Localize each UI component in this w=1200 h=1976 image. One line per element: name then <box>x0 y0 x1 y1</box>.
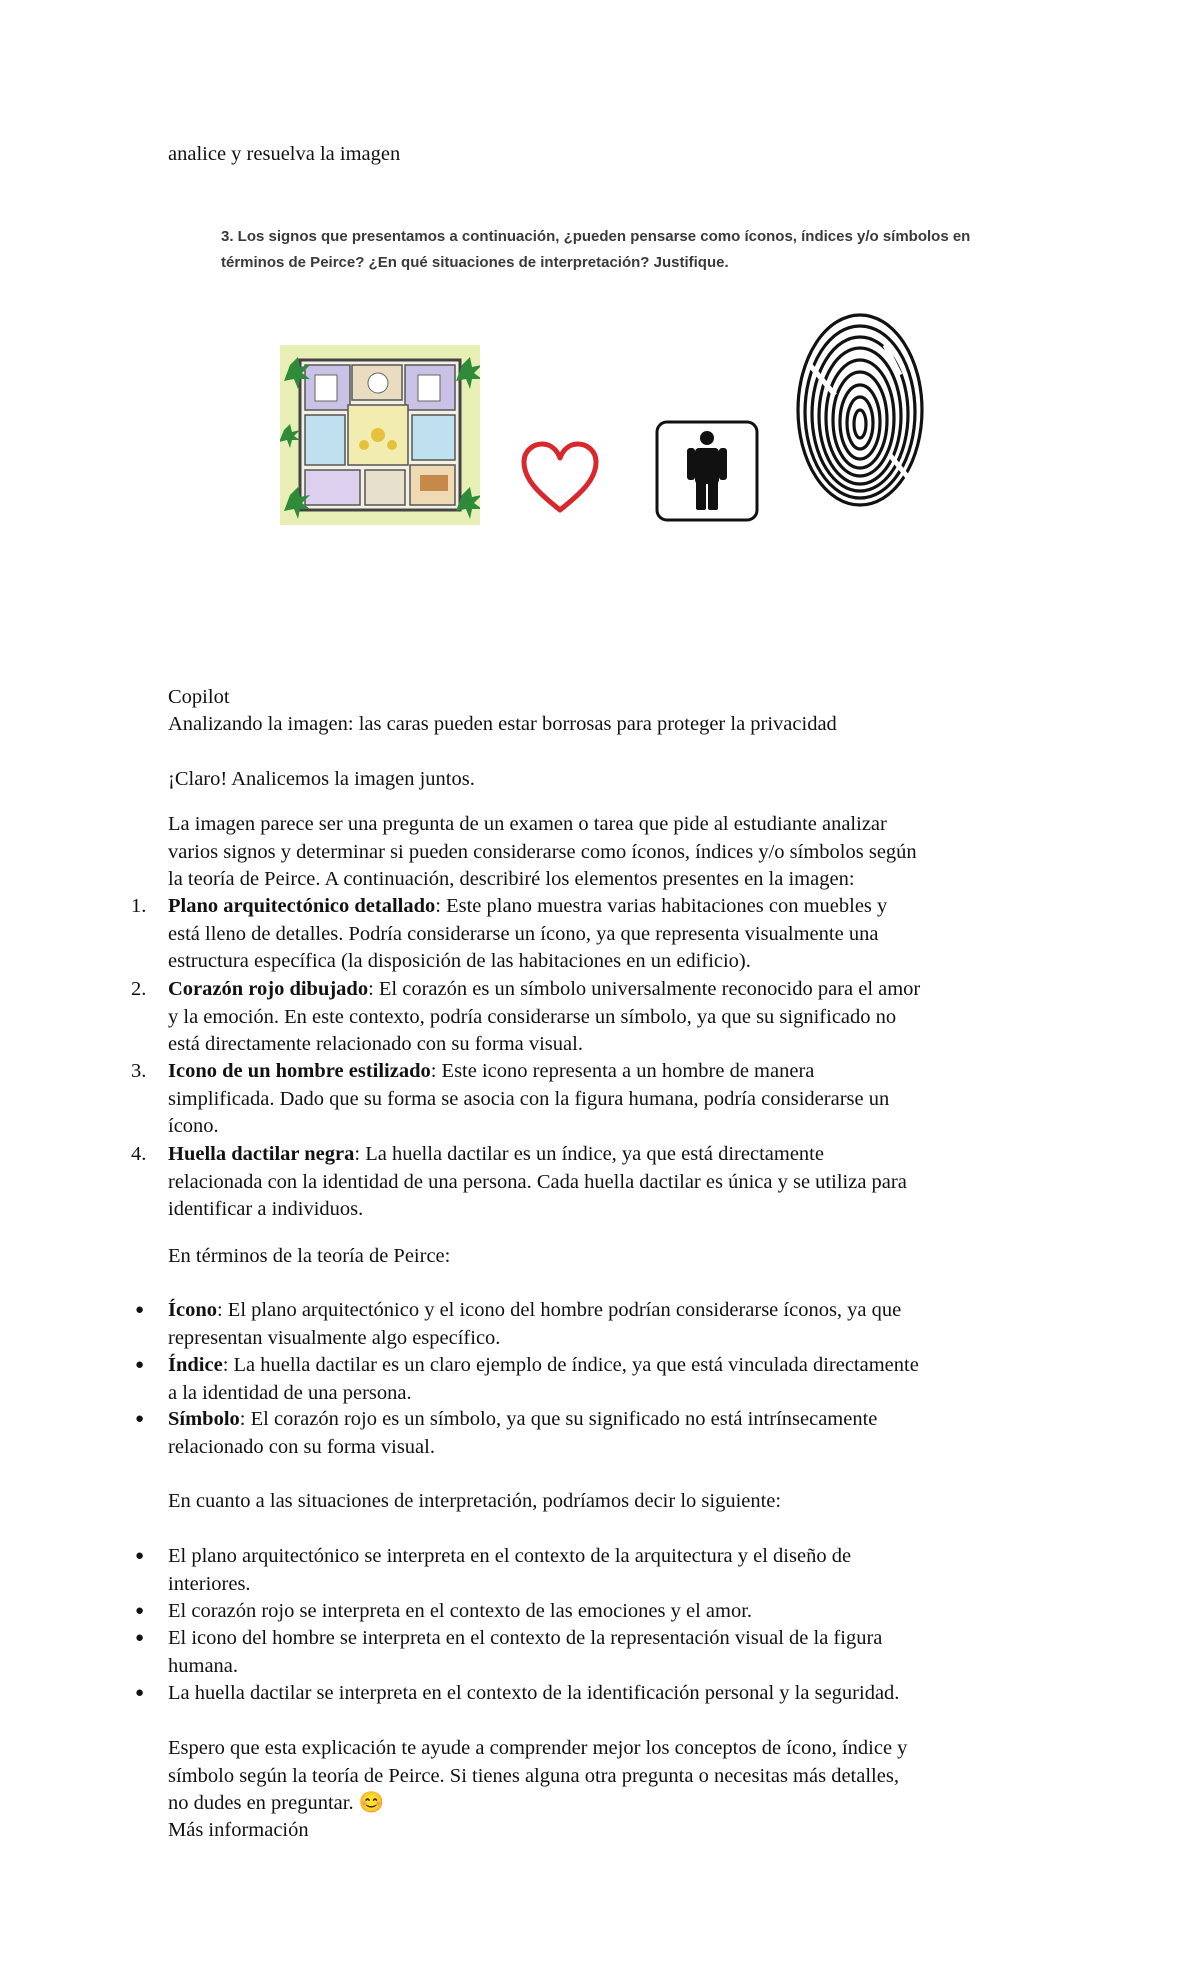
list-item: Ícono: El plano arquitectónico y el icono del hombre podrían considerarse íconos, ya que representan visualmente algo específico. <box>168 1299 902 1349</box>
bullet-icon: ● <box>135 1411 145 1427</box>
more-info-link[interactable]: Más información <box>168 1819 309 1841</box>
list-number: 2. <box>131 978 147 1000</box>
intro-line: la teoría de Peirce. A continuación, describiré los elementos presentes en la imagen: <box>168 868 855 890</box>
peirce-heading: En términos de la teoría de Peirce: <box>168 1245 451 1267</box>
bullet-icon: ● <box>135 1548 145 1564</box>
list-number: 4. <box>131 1143 147 1165</box>
closing-paragraph <box>168 1735 1068 1818</box>
floor-plan-image <box>280 345 480 525</box>
bullet-icon: ● <box>135 1357 145 1373</box>
fingerprint-image <box>790 305 930 515</box>
bullet-icon: ● <box>135 1603 145 1619</box>
list-item: Índice: La huella dactilar es un claro ejemplo de índice, ya que está vinculada directamente a la identidad de una persona. <box>168 1354 919 1404</box>
list-item: El icono del hombre se interpreta en el contexto de la representación visual de la figura humana. <box>168 1627 883 1677</box>
list-item: El corazón rojo se interpreta en el contexto de las emociones y el amor. <box>168 1600 753 1622</box>
intro-line: La imagen parece ser una pregunta de un examen o tarea que pide al estudiante analizar <box>168 813 887 835</box>
term-label: Ícono <box>168 1299 217 1321</box>
item-title: Corazón rojo dibujado <box>168 978 369 1000</box>
prompt-text: analice y resuelva la imagen <box>168 143 401 165</box>
intro-line: varios signos y determinar si pueden considerarse como íconos, índices y/o símbolos según <box>168 840 917 863</box>
list-number: 3. <box>131 1060 147 1082</box>
closing-line: no dudes en preguntar. 😊 <box>168 1792 385 1814</box>
heart-image <box>520 440 600 516</box>
bullet-icon: ● <box>135 1302 145 1318</box>
man-pictogram-image <box>655 420 759 522</box>
list-item: Símbolo: El corazón rojo es un símbolo, ya que su significado no está intrínsecamente relacionado con su forma visual. <box>168 1408 878 1458</box>
list-item: Plano arquitectónico detallado: Este plano muestra varias habitaciones con muebles y está lleno de detalles. Podría considerarse un ícono, ya que representa visualmente una estructura específica (la disposición de las habitaciones en un edificio). <box>168 895 888 972</box>
list-item: El plano arquitectónico se interpreta en el contexto de la arquitectura y el diseño de interiores. <box>168 1545 852 1595</box>
closing-line: Espero que esta explicación te ayude a comprender mejor los conceptos de ícono, índice y <box>168 1737 908 1759</box>
list-item: Corazón rojo dibujado: El corazón es un símbolo universalmente reconocido para el amor y la emoción. En este contexto, podría considerarse un símbolo, ya que su significado no está directamente relacionado con su forma visual. <box>168 978 921 1055</box>
closing-line: símbolo según la teoría de Peirce. Si tienes alguna otra pregunta o necesitas más detalles, <box>168 1764 899 1787</box>
term-label: Índice <box>168 1354 223 1376</box>
list-item: Icono de un hombre estilizado: Este icono representa a un hombre de manera simplificada. Dado que su forma se asocia con la figura humana, podría considerarse un ícono. <box>168 1060 890 1137</box>
bullet-icon: ● <box>135 1685 145 1701</box>
term-label: Símbolo <box>168 1408 240 1430</box>
item-title: Huella dactilar negra <box>168 1143 355 1165</box>
bullet-icon: ● <box>135 1630 145 1646</box>
greeting-text: ¡Claro! Analicemos la imagen juntos. <box>168 768 475 790</box>
copilot-label: Copilot <box>168 686 230 708</box>
situations-heading: En cuanto a las situaciones de interpretación, podríamos decir lo siguiente: <box>168 1490 782 1512</box>
question-line-2: términos de Peirce? ¿En qué situaciones de interpretación? Justifique. <box>221 254 729 271</box>
list-number: 1. <box>131 895 147 917</box>
list-item: Huella dactilar negra: La huella dactilar es un índice, ya que está directamente relacionada con la identidad de una persona. Cada huella dactilar es única y se utiliza para identificar a individuos. <box>168 1143 907 1220</box>
intro-paragraph <box>168 811 1068 894</box>
question-text <box>221 224 1021 276</box>
analyzing-notice: Analizando la imagen: las caras pueden estar borrosas para proteger la privacidad <box>168 713 837 735</box>
list-item: La huella dactilar se interpreta en el contexto de la identificación personal y la seguridad. <box>168 1682 900 1704</box>
question-line-1: 3. Los signos que presentamos a continuación, ¿pueden pensarse como íconos, índices y/o símbolos en <box>221 228 971 245</box>
item-title: Plano arquitectónico detallado <box>168 895 436 917</box>
item-title: Icono de un hombre estilizado <box>168 1060 431 1082</box>
